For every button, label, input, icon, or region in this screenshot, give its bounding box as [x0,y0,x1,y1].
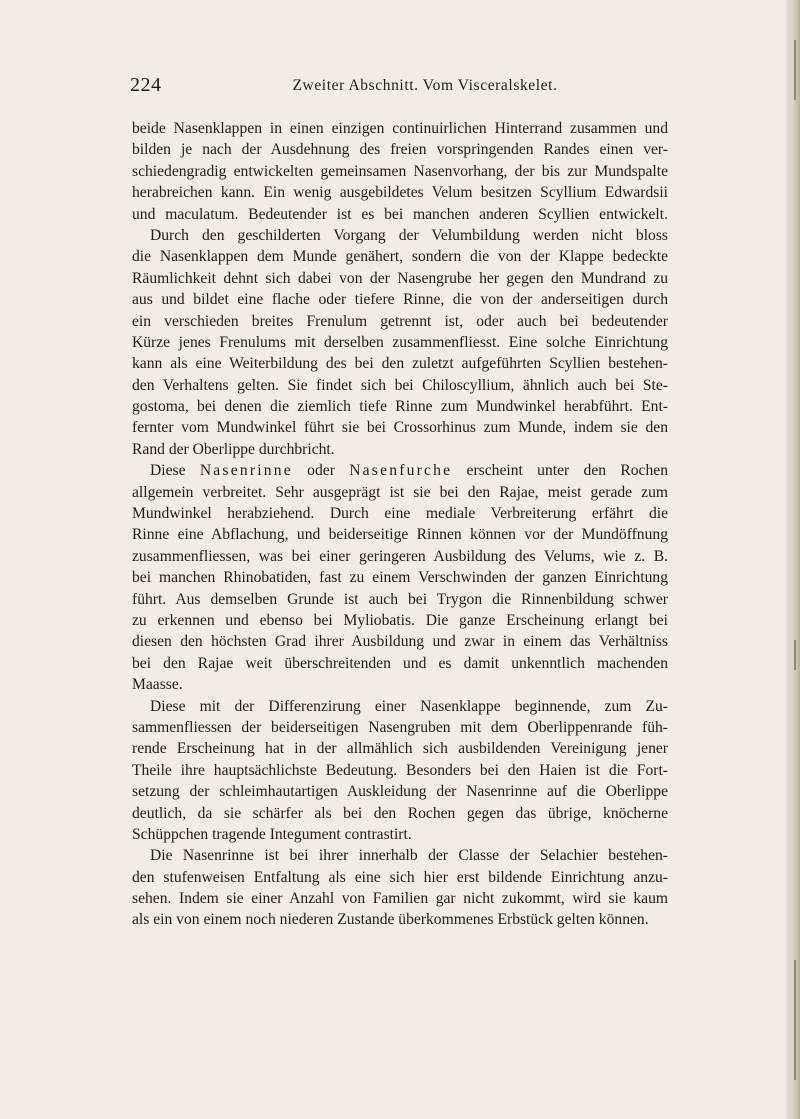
text-line: zu erkennen und ebenso bei Myliobatis. Die ganze Erscheinung erlangt bei [132,611,668,629]
text-line: deutlich, da sie schärfer als bei den Rochen gegen das übrige, knöcherne [132,804,668,822]
page-number: 224 [130,74,162,96]
spaced-term: Nasenrinne [199,462,293,480]
text-line: Diese mit der Differenzirung einer Nasenklappe beginnende, zum Zu- [150,697,668,715]
text-line: rende Erscheinung hat in der allmählich sich ausbildenden Vereinigung jener [132,740,668,758]
running-head: Zweiter Abschnitt. Vom Visceralskelet. [292,77,558,94]
page-edge [786,0,800,1119]
text-line: Durch den geschilderten Vorgang der Velumbildung werden nicht bloss [150,226,668,244]
text-line [132,460,668,481]
text-line: Schüppchen tragende Integument contrastirt. [132,825,412,843]
text-line: führt. Aus demselben Grunde ist auch bei Trygon die Rinnenbildung schwer [132,590,668,608]
text-line: Mundwinkel herabziehend. Durch eine mediale Verbreiterung erfährt die [132,505,668,523]
text-line: als ein von einem noch niederen Zustande überkommenes Erbstück gelten können. [132,911,649,929]
text-line: Maasse. [132,676,183,694]
text-line: kann als eine Weiterbildung des bei den zuletzt aufgeführten Scyllien bestehen- [132,355,668,373]
text-line: setzung der schleimhautartigen Auskleidung der Nasenrinne auf die Oberlippe [132,783,668,801]
text-line: und maculatum. Bedeutender ist es bei manchen anderen Scyllien entwickelt. [132,205,668,223]
body-text [132,118,668,931]
text-line: Kürze jenes Frenulums mit derselben zusammenfliesst. Eine solche Einrichtung [132,333,668,351]
text-line: diesen den höchsten Grad ihrer Ausbildung und zwar in einem das Verhältniss [132,633,668,651]
text-line: Rand der Oberlippe durchbricht. [132,440,335,458]
text-line: gostoma, bei denen die ziemlich tiefe Rinne zum Mundwinkel herabführt. Ent- [132,398,668,416]
text-line: den stufenweisen Entfaltung als eine sich hier erst bildende Einrichtung anzu- [132,868,668,886]
spaced-term: Nasenfurche [349,462,453,480]
text-line: herabreichen kann. Ein wenig ausgebildetes Velum besitzen Scyllium Edwardsii [132,184,668,202]
text-line: zusammenfliessen, was bei einer geringeren Ausbildung des Velums, wie z. B. [132,547,668,565]
text-line: Räumlichkeit dehnt sich dabei von der Nasengrube her gegen den Mundrand zu [132,269,668,287]
text-line: Rinne eine Abflachung, und beiderseitige Rinnen können vor der Mundöffnung [132,526,668,544]
text-span: oder [292,462,350,480]
text-span: erscheint unter den Rochen [452,462,668,480]
text-line: schiedengradig entwickelten gemeinsamen Nasenvorhang, der bis zur Mundspalte [132,162,668,180]
edge-mark [794,40,796,100]
text-line: ein verschieden breites Frenulum getrennt ist, oder auch bei bedeutender [132,312,668,330]
edge-mark [794,640,796,670]
text-line: beide Nasenklappen in einen einzigen continuirlichen Hinterrand zusammen und [132,120,668,137]
page-header [130,74,670,104]
text-line: sammenfliessen der beiderseitigen Nasengruben mit dem Oberlippenrande füh- [132,718,668,736]
text-line: Theile ihre hauptsächlichste Bedeutung. Besonders bei den Haien ist die Fort- [132,761,668,779]
edge-mark [794,960,796,1080]
text-line: aus und bildet eine flache oder tiefere Rinne, die von der anderseitigen durch [132,291,668,309]
text-line: den Verhaltens gelten. Sie findet sich bei Chiloscyllium, ähnlich auch bei Ste- [132,376,668,394]
text-line: allgemein verbreitet. Sehr ausgeprägt ist sie bei den Rajae, meist gerade zum [132,483,668,501]
text-line: bei den Rajae weit überschreitenden und es damit unkenntlich machenden [132,654,668,672]
text-line: die Nasenklappen dem Munde genähert, sondern die von der Klappe bedeckte [132,248,668,266]
text-line: bei manchen Rhinobatiden, fast zu einem Verschwinden der ganzen Einrichtung [132,569,668,587]
text-span: Diese [150,462,200,480]
text-line: Die Nasenrinne ist bei ihrer innerhalb der Classe der Selachier bestehen- [150,847,668,865]
text-line: bilden je nach der Ausdehnung des freien vorspringenden Randes einen ver- [132,141,668,159]
text-line: sehen. Indem sie einer Anzahl von Familien gar nicht zukommt, wird sie kaum [132,890,668,908]
text-line: fernter vom Mundwinkel führt sie bei Crossorhinus zum Munde, indem sie den [132,419,668,437]
